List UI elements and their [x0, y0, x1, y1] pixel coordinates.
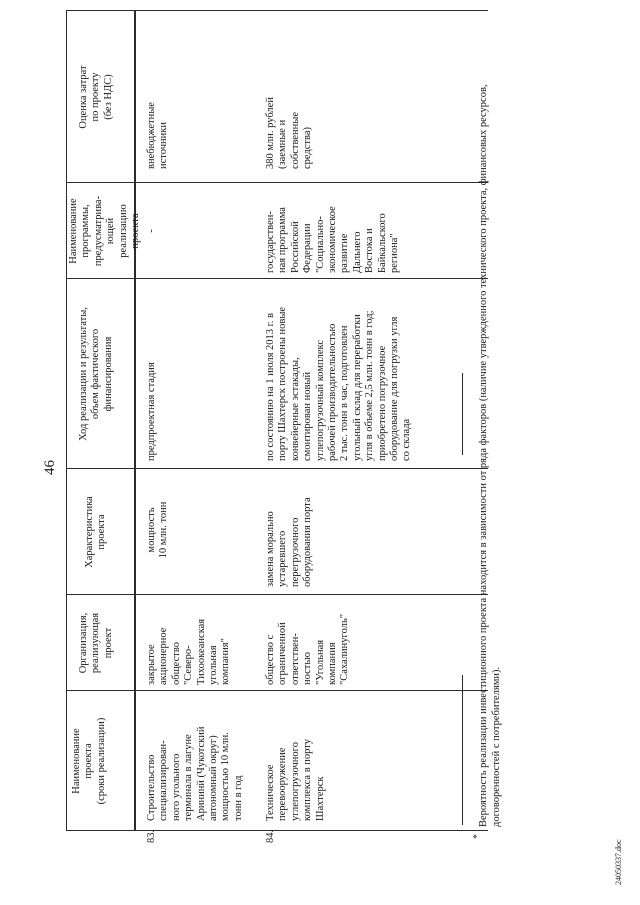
- table-border-right: [66, 10, 488, 11]
- header-progress: Ход реализации и результаты, объем фактического финансирования: [78, 307, 114, 441]
- row-number: 83.: [146, 829, 157, 843]
- table-top-border: [66, 11, 67, 831]
- header-program: Наименование программы, предусматрива- ющей реализацию проекта: [68, 195, 142, 267]
- table-cell-organization: закрытое акционерное общество "Северо- Тихоокеанская угольная компания": [146, 618, 232, 685]
- table-cell-characteristic: мощность 10 млн. тонн: [146, 501, 170, 559]
- footnote-marker: *: [472, 834, 483, 839]
- table-cell-characteristic: замена морально устаревшего перегрузочного оборудования порта: [265, 497, 314, 587]
- footnote-text: Вероятность реализации инвестиционного проекта находится в зависимости от ряда факторов (наличие утвержденного технического проекта, финансовых ресурсов, договоренностей с потребителями).: [478, 84, 502, 827]
- table-cell-progress: по состоянию на 1 июля 2013 г. в порту Шахтерск построены новые конвейерные эстакады, смонтирован новый углепогрузочный комплекс рабочей производительностью 2 тыс. тонн в час, подготовлен угольный склад для переработки угля в объеме 2,5 млн. тонн в год; приобретено погрузочное оборудование для погрузки угля со склада: [265, 306, 413, 461]
- header-organization: Организация, реализующая проект: [78, 612, 114, 674]
- header-project-name: Наименование проекта (сроки реализации): [71, 717, 107, 805]
- file-name: 24050337.doc: [614, 839, 623, 885]
- page-number: 46: [42, 460, 58, 475]
- table-cell-progress: предпроектная стадия: [146, 362, 157, 461]
- table-cell-cost: внебюджетные источники: [146, 102, 170, 169]
- table-cell-project-name: Строительство специализирован- ного угольного терминала в лагуне Арининй (Чукотский автономный округ) мощностью 10 млн. тонн в год: [146, 726, 244, 821]
- table-col-divider: [66, 594, 488, 595]
- footnote-separator: [462, 675, 463, 825]
- table-cell-organization: общество с ограниченной ответствен- ностью "Угольная компания "Сахалинуголь": [265, 613, 351, 685]
- table-cell-program: -: [146, 229, 157, 233]
- separator-line: [462, 373, 463, 455]
- header-characteristic: Характеристика проекта: [84, 496, 108, 568]
- table-cell-program: государствен- ная программа Российской Федерации "Социально- экономическое развитие Дальнего Востока и Байкальского региона": [265, 206, 401, 273]
- header-cost: Оценка затрат по проекту (без НДС): [78, 65, 114, 129]
- table-col-divider: [66, 690, 488, 691]
- row-number: 84.: [265, 829, 276, 843]
- table-col-divider: [66, 468, 488, 469]
- table-cell-project-name: Техническое перевооружение углепогрузочного комплекса в порту Шахтерск: [265, 739, 326, 821]
- table-cell-cost: 380 млн. рублей (заемные и собственные средства): [265, 97, 314, 169]
- table-header-divider: [134, 11, 136, 831]
